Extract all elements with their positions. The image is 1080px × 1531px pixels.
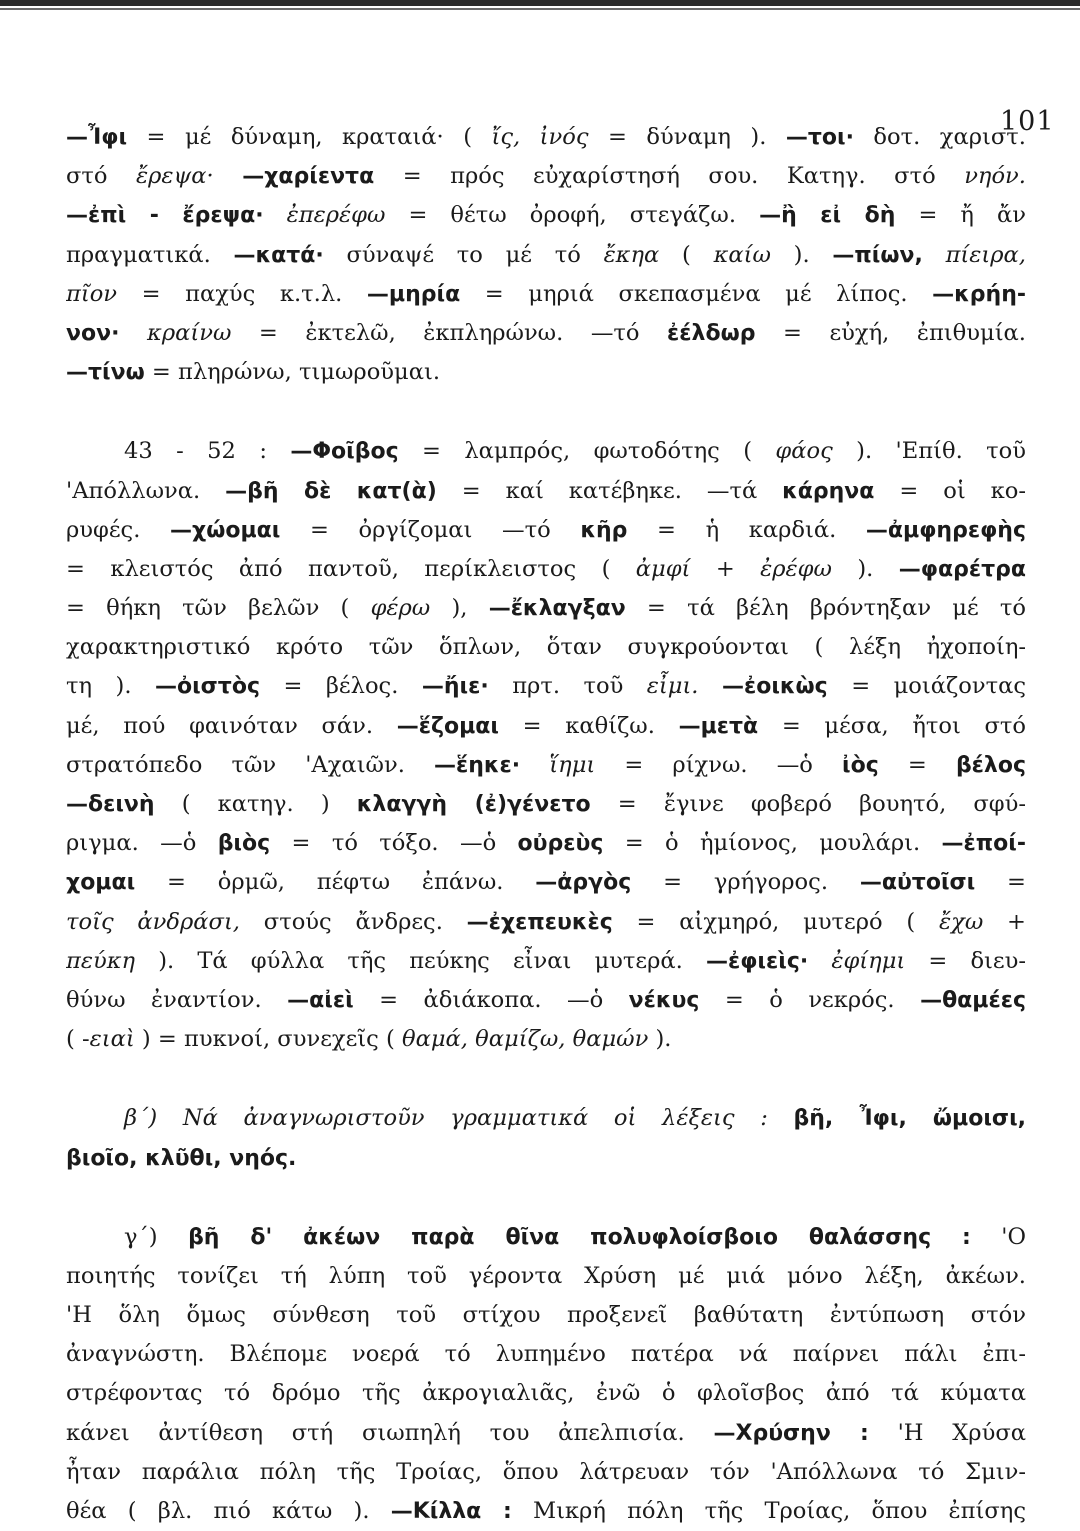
- text-segment: = γρήγορος.: [631, 869, 860, 896]
- bold-term: —ἕηκε·: [434, 752, 521, 778]
- text-line: [66, 550, 1026, 589]
- text-segment: ).: [648, 1026, 672, 1053]
- text-segment: στούς ἄνδρες.: [240, 908, 467, 935]
- bold-term: —ἢ εἰ δὴ: [759, 203, 896, 229]
- bold-term: οὐρεὺς: [517, 831, 604, 857]
- text-segment: χαρακτηριστικό κρότο τῶν ὅπλων, ὅταν συγκρούονται ( λέξη ἠχοποίη-: [66, 634, 1026, 661]
- text-line: [66, 1492, 1026, 1531]
- text-line: [66, 196, 1026, 235]
- bold-term: ἐέλδωρ: [667, 320, 756, 346]
- text-line: [66, 236, 1026, 275]
- bold-term: —βῆ δὲ κατ(ὰ): [225, 478, 437, 504]
- text-segment: σύναψέ το μέ τό: [323, 241, 604, 268]
- page-number: 101: [1000, 106, 1055, 137]
- text-segment: στρατόπεδο τῶν 'Αχαιῶν.: [66, 751, 435, 778]
- paragraph-gap: [66, 392, 1026, 432]
- text-segment: = δύναμη ).: [588, 124, 786, 150]
- text-segment: =: [878, 751, 956, 778]
- text-line: [66, 314, 1026, 353]
- text-segment: ( κατηγ. ): [154, 791, 357, 817]
- text-segment: = τό τόξο. —ὁ: [270, 830, 518, 857]
- text-segment: πραγματικά.: [66, 241, 234, 268]
- text-line: [66, 1414, 1026, 1453]
- text-segment: ρυφές.: [66, 516, 171, 543]
- italic-term: φέρω: [370, 595, 431, 622]
- text-segment: = καθίζω.: [498, 712, 679, 739]
- text-line: [66, 746, 1026, 785]
- bold-term: —μηρία: [366, 281, 461, 307]
- text-segment: = αἰχμηρό, μυτερό (: [612, 908, 940, 935]
- text-segment: (: [659, 241, 714, 268]
- text-line: [66, 1335, 1026, 1374]
- bold-term: —Φοῖβος: [290, 439, 399, 465]
- italic-term: ἴς, ἰνός: [491, 124, 589, 150]
- text-line: [66, 1139, 1026, 1178]
- text-line: [66, 1257, 1026, 1296]
- paragraph-gap: [66, 1059, 1026, 1099]
- bold-term: κῆρ: [580, 517, 628, 543]
- text-segment: = εὐχή, ἐπιθυμία.: [755, 319, 1026, 346]
- text-segment: 'Ο: [970, 1223, 1026, 1250]
- text-line: [66, 432, 1026, 471]
- text-segment: = διευ-: [905, 947, 1026, 974]
- text-segment: ) = πυκνοί, συνεχεῖς (: [134, 1026, 402, 1053]
- text-segment: 43 - 52 :: [124, 438, 291, 465]
- text-line: [66, 353, 1026, 392]
- text-line: [66, 824, 1026, 863]
- italic-term: ἀμφί + ἐρέφω: [635, 555, 832, 582]
- text-line: [66, 589, 1026, 628]
- text-segment: = θήκη τῶν βελῶν (: [66, 595, 371, 622]
- bold-term: —μετὰ: [678, 713, 759, 739]
- text-segment: = ἐκτελῶ, ἐκπληρώνω. —τό: [231, 319, 668, 346]
- italic-term: θαμά, θαμίζω, θαμών: [402, 1026, 649, 1053]
- text-segment: 'Η ὅλη ὅμως σύνθεση τοῦ στίχου προξενεῖ βαθύτατη ἐντύπωση στόν: [66, 1302, 1026, 1329]
- italic-term: β΄) Νά ἀναγνωριστοῦν γραμματικά οἱ λέξεις :: [124, 1105, 768, 1132]
- text-line: [66, 667, 1026, 706]
- text-segment: = μοιάζοντας: [827, 673, 1026, 700]
- italic-term: ἔχω +: [939, 908, 1026, 935]
- text-segment: [119, 320, 147, 346]
- text-line: [66, 981, 1026, 1020]
- bold-term: —θαμέες: [920, 987, 1026, 1013]
- text-line: [66, 1099, 1026, 1138]
- italic-term: ἔκηα: [603, 241, 660, 268]
- text-segment: = ἀδιάκοπα. —ὁ: [353, 986, 629, 1013]
- text-segment: = πληρώνω, τιμωροῦμαι.: [144, 359, 441, 386]
- text-line: [66, 1453, 1026, 1492]
- bold-term: —Κίλλα :: [390, 1499, 512, 1524]
- text-segment: στό: [66, 163, 137, 190]
- text-segment: θύνω ἐναντίον.: [66, 986, 288, 1013]
- bold-term: —ἀργὸς: [535, 870, 632, 896]
- italic-term: ἐφίημι: [831, 947, 906, 974]
- text-line: [66, 628, 1026, 667]
- bold-term: νέκυς: [628, 987, 700, 1013]
- bold-term: χομαι: [66, 870, 136, 896]
- text-line: [66, 1218, 1026, 1257]
- text-segment: = μέσα, ἤτοι στό: [758, 712, 1026, 739]
- text-segment: = ὀργίζομαι —τό: [280, 516, 581, 543]
- bold-term: βιὸς: [217, 831, 271, 857]
- italic-term: πεύκη: [66, 947, 136, 974]
- text-segment: 'Η Χρύσα: [868, 1419, 1026, 1446]
- text-segment: = ἔγινε φοβερό βουητό, σφύ-: [590, 791, 1026, 817]
- text-segment: = παχύς κ.τ.λ.: [117, 280, 367, 307]
- bold-term: —κρήη-: [932, 281, 1026, 307]
- italic-term: τοῖς ἀνδράσι,: [66, 908, 240, 935]
- bold-term: —πίων,: [832, 242, 923, 268]
- text-segment: = κλειστός ἀπό παντοῦ, περίκλειστος (: [66, 555, 636, 582]
- text-segment: ).: [831, 555, 899, 582]
- text-line: [66, 863, 1026, 902]
- text-segment: [520, 752, 549, 778]
- italic-term: ἐπερέφω: [286, 202, 386, 229]
- text-line: [66, 785, 1026, 824]
- text-segment: δοτ. χαριστ.: [853, 124, 1026, 150]
- text-segment: [214, 163, 242, 189]
- text-segment: ἀναγνώστη. Βλέπομε νοερά τό λυπημένο πατέρα νά παίρνει πάλι ἐπι-: [66, 1341, 1026, 1368]
- text-line: [66, 157, 1026, 196]
- bold-term: —χώομαι: [170, 517, 281, 543]
- text-segment: = τά βέλη βρόντηξαν μέ τό: [625, 595, 1026, 622]
- text-segment: ). Τά φύλλα τῆς πεύκης εἶναι μυτερά.: [135, 947, 706, 974]
- bold-term: βῆ δ' ἀκέων παρὰ θῖνα πολυφλοίσβοιο θαλάσσης :: [188, 1224, 971, 1250]
- text-line: [66, 1296, 1026, 1335]
- bold-term: —ὀιστὸς: [154, 674, 260, 700]
- italic-term: κραίνω: [147, 319, 232, 346]
- text-line: [66, 275, 1026, 314]
- text-line: [66, 511, 1026, 550]
- italic-term: ἔρεψα·: [136, 163, 214, 190]
- text-segment: = καί κατέβηκε. —τά: [436, 477, 783, 504]
- text-segment: = πρός εὐχαρίστησή σου. Κατηγ. στό: [374, 163, 965, 190]
- body-text: [66, 118, 1026, 1531]
- text-segment: = θέτω ὀροφή, στεγάζω.: [385, 202, 760, 229]
- bold-term: —ἀμφηρεφὴς: [865, 517, 1026, 543]
- text-segment: = μέ δύναμη, κραταιά· (: [127, 124, 492, 150]
- text-line: [66, 118, 1026, 157]
- page-top-border: [0, 0, 1080, 6]
- text-segment: πρτ. τοῦ: [488, 673, 647, 700]
- italic-term: νηόν.: [964, 163, 1026, 190]
- text-segment: [699, 673, 722, 699]
- bold-term: —τίνω: [66, 360, 145, 386]
- text-segment: [768, 1105, 794, 1131]
- text-segment: [264, 202, 287, 228]
- bold-term: βῆ, Ἶφι, ὤμοισι,: [793, 1106, 1026, 1132]
- text-segment: [808, 948, 831, 974]
- bold-term: —ἐπὶ - ἔρεψα·: [66, 203, 264, 229]
- text-segment: = ὁ ἡμίονος, μουλάρι.: [603, 830, 942, 857]
- bold-term: —τοι·: [785, 125, 854, 150]
- bold-term: νον·: [66, 320, 120, 346]
- bold-term: κλαγγὴ (ἐ)γένετο: [356, 792, 591, 817]
- text-segment: = λαμπρός, φωτοδότης (: [398, 438, 776, 465]
- bold-term: ἰὸς: [842, 752, 879, 778]
- text-segment: = ὁρμῶ, πέφτω ἐπάνω.: [135, 869, 536, 896]
- text-segment: ). 'Επίθ. τοῦ: [832, 438, 1026, 465]
- bold-term: —Ἶφι: [66, 125, 128, 150]
- text-segment: = ὁ νεκρός.: [699, 986, 921, 1013]
- bold-term: —αἰεὶ: [287, 987, 354, 1013]
- text-segment: γ΄): [124, 1223, 189, 1250]
- text-line: [66, 707, 1026, 746]
- text-segment: Μικρή πόλη τῆς Τροίας, ὅπου ἐπίσης: [511, 1498, 1026, 1524]
- bold-term: —κατά·: [233, 242, 324, 268]
- text-segment: ( -: [66, 1026, 90, 1053]
- bold-term: —ἐποί-: [941, 831, 1026, 857]
- text-line: [66, 472, 1026, 511]
- text-segment: ριγμα. —ὁ: [66, 830, 218, 857]
- text-line: [66, 1374, 1026, 1413]
- text-segment: ).: [770, 241, 833, 268]
- italic-term: πῖον: [66, 280, 118, 307]
- text-segment: = ἤ ἄν: [895, 202, 1026, 229]
- italic-term: φάος: [775, 438, 833, 465]
- text-segment: στρέφοντας τό δρόμο τῆς ἀκρογιαλιᾶς, ἐνῶ ὁ φλοῖσβος ἀπό τά κύματα: [66, 1380, 1026, 1407]
- text-segment: = βέλος.: [260, 673, 422, 700]
- bold-term: —ἕζομαι: [396, 713, 499, 739]
- paragraph-gap: [66, 1178, 1026, 1218]
- bold-term: —φαρέτρα: [898, 556, 1026, 582]
- bold-term: βέλος: [955, 752, 1026, 778]
- text-segment: τη ).: [66, 673, 155, 700]
- bold-term: —χαρίεντα: [242, 164, 375, 190]
- text-segment: ),: [430, 595, 489, 622]
- bold-term: —ἐφιεὶς·: [705, 948, 809, 974]
- italic-term: ειαὶ: [89, 1026, 135, 1053]
- italic-term: εἶμι.: [646, 673, 699, 700]
- bold-term: —Χρύσην :: [713, 1420, 869, 1446]
- text-segment: = οἱ κο-: [874, 477, 1026, 504]
- page-top-border-thin: [0, 8, 1080, 10]
- italic-term: καίω: [713, 241, 771, 268]
- text-line: [66, 1020, 1026, 1059]
- bold-term: —ἐχεπευκὲς: [466, 909, 613, 935]
- text-segment: = μηριά σκεπασμένα μέ λίπος.: [460, 280, 933, 307]
- text-segment: κάνει ἀντίθεση στή σιωπηλή του ἀπελπισία.: [66, 1419, 714, 1446]
- text-segment: 'Απόλλωνα.: [66, 477, 226, 504]
- text-segment: θέα ( βλ. πιό κάτω ).: [66, 1498, 391, 1524]
- bold-term: —ἐοικὼς: [721, 674, 828, 700]
- bold-term: βιοῖο, κλῦθι, νηός.: [66, 1145, 297, 1171]
- bold-term: —ἤιε·: [421, 674, 489, 700]
- bold-term: κάρηνα: [782, 478, 875, 504]
- text-segment: =: [975, 869, 1026, 896]
- text-segment: μέ, πού φαινόταν σάν.: [66, 712, 397, 739]
- text-segment: = ἡ καρδιά.: [627, 516, 866, 543]
- text-segment: = ρίχνω. —ὁ: [595, 751, 843, 778]
- text-line: [66, 942, 1026, 981]
- text-line: [66, 903, 1026, 942]
- text-segment: ἦταν παράλια πόλη τῆς Τροίας, ὅπου λάτρευαν τόν 'Απόλλωνα τό Σμιν-: [66, 1458, 1026, 1485]
- italic-term: ἵημι: [549, 751, 596, 778]
- text-segment: ποιητής τονίζει τή λύπη τοῦ γέροντα Χρύση μέ μιά μόνο λέξη, ἀκέων.: [66, 1262, 1026, 1289]
- bold-term: —δεινὴ: [66, 792, 155, 817]
- text-segment: [923, 242, 946, 268]
- bold-term: —αὐτοῖσι: [859, 870, 976, 896]
- bold-term: —ἔκλαγξαν: [488, 596, 626, 622]
- italic-term: πίειρα,: [945, 241, 1026, 268]
